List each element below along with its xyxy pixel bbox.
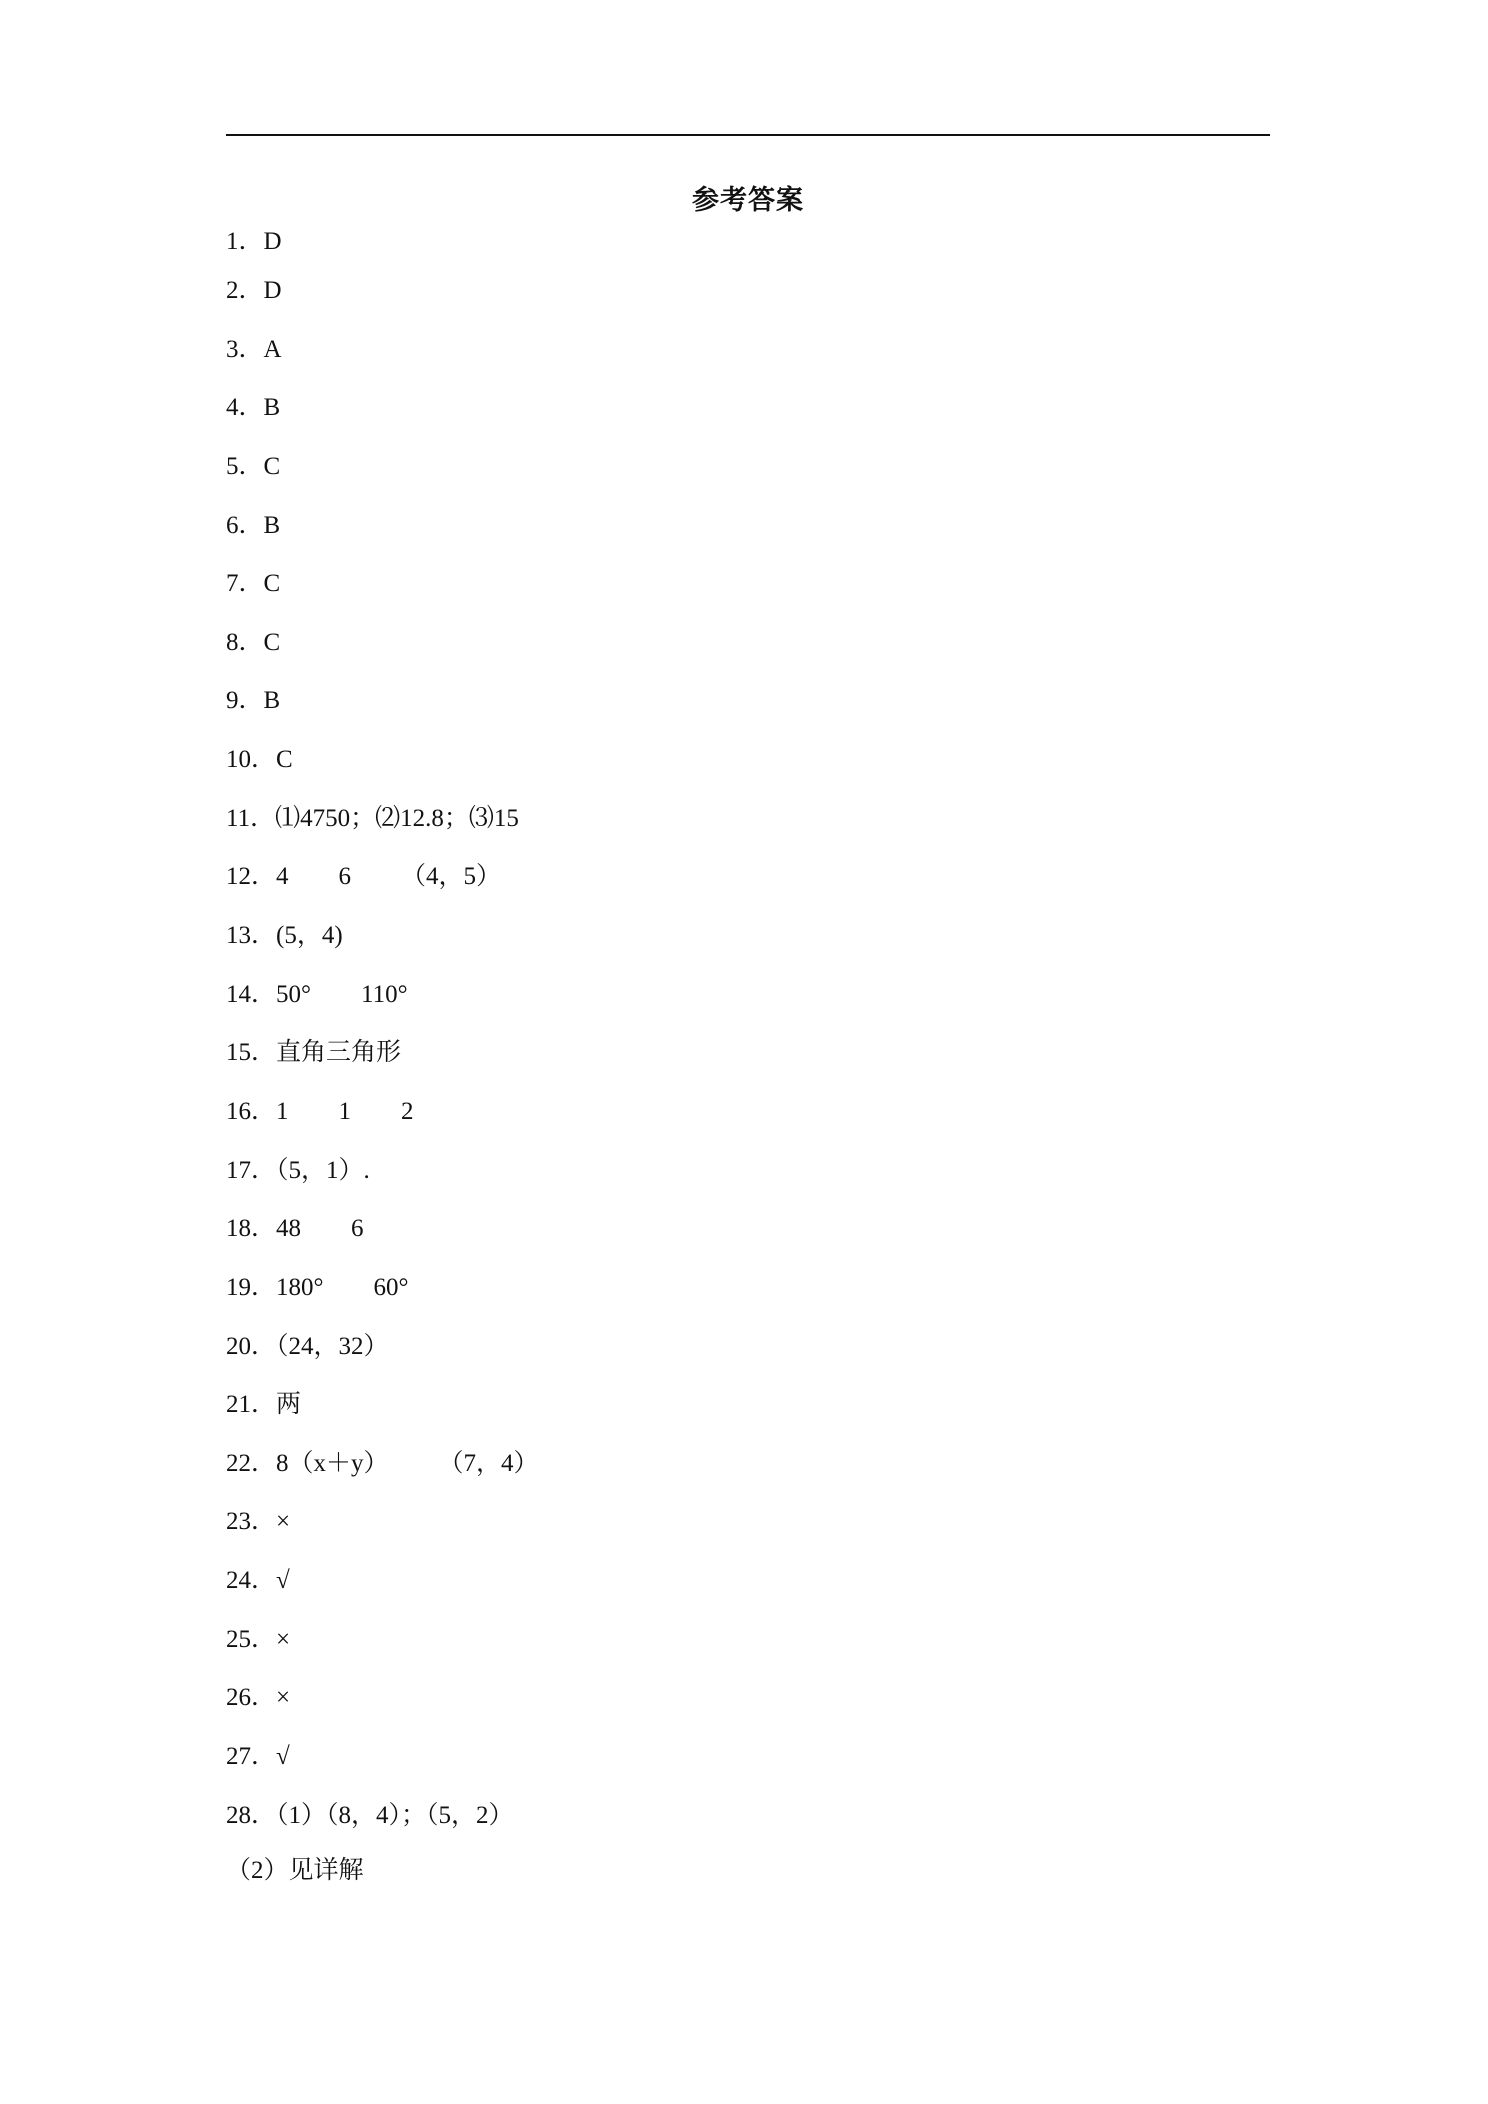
answer-item: 8．C (226, 628, 281, 656)
answer-item: 26．× (226, 1684, 291, 1712)
answer-item: 16．1 1 2 (226, 1097, 414, 1125)
answer-item: 27．√ (226, 1743, 290, 1771)
answer-item: 7．C (226, 570, 281, 598)
answer-item: 28．（1）（8，4）；（5，2） (226, 1801, 514, 1829)
answer-item: 2．D (226, 277, 282, 304)
header-rule (226, 134, 1270, 136)
answer-item: 24．√ (226, 1567, 290, 1595)
answer-item: 25．× (226, 1625, 291, 1653)
answer-item: 3．A (226, 335, 282, 363)
answer-item: 12．4 6 （4，5） (226, 863, 502, 891)
answer-item: 17．（5，1）. (226, 1156, 370, 1184)
answer-item: 14．50° 110° (226, 980, 408, 1008)
answer-item: 10．C (226, 746, 293, 774)
answer-item: 1．D (226, 228, 282, 255)
answer-item: 6．B (226, 511, 281, 539)
answer-item: 21．两 (226, 1391, 302, 1419)
answer-item: 23．× (226, 1508, 291, 1536)
answer-item: 4．B (226, 394, 281, 422)
answer-item: 20．（24，32） (226, 1332, 389, 1360)
answer-item: 19．180° 60° (226, 1273, 409, 1301)
answer-item: 18．48 6 (226, 1215, 364, 1243)
answer-item: 9．B (226, 687, 281, 715)
answer-item: 13．(5，4) (226, 922, 343, 950)
page-title: 参考答案 (692, 185, 804, 215)
answer-item: 11．⑴4750；⑵12.8；⑶15 (226, 804, 519, 832)
answer-item: 15．直角三角形 (226, 1039, 402, 1067)
answer-item: 5．C (226, 452, 281, 480)
sub-answer: （2）见详解 (226, 1857, 364, 1884)
answer-item: 22．8（x＋y） （7，4） (226, 1449, 539, 1477)
answer-list (226, 223, 539, 1855)
